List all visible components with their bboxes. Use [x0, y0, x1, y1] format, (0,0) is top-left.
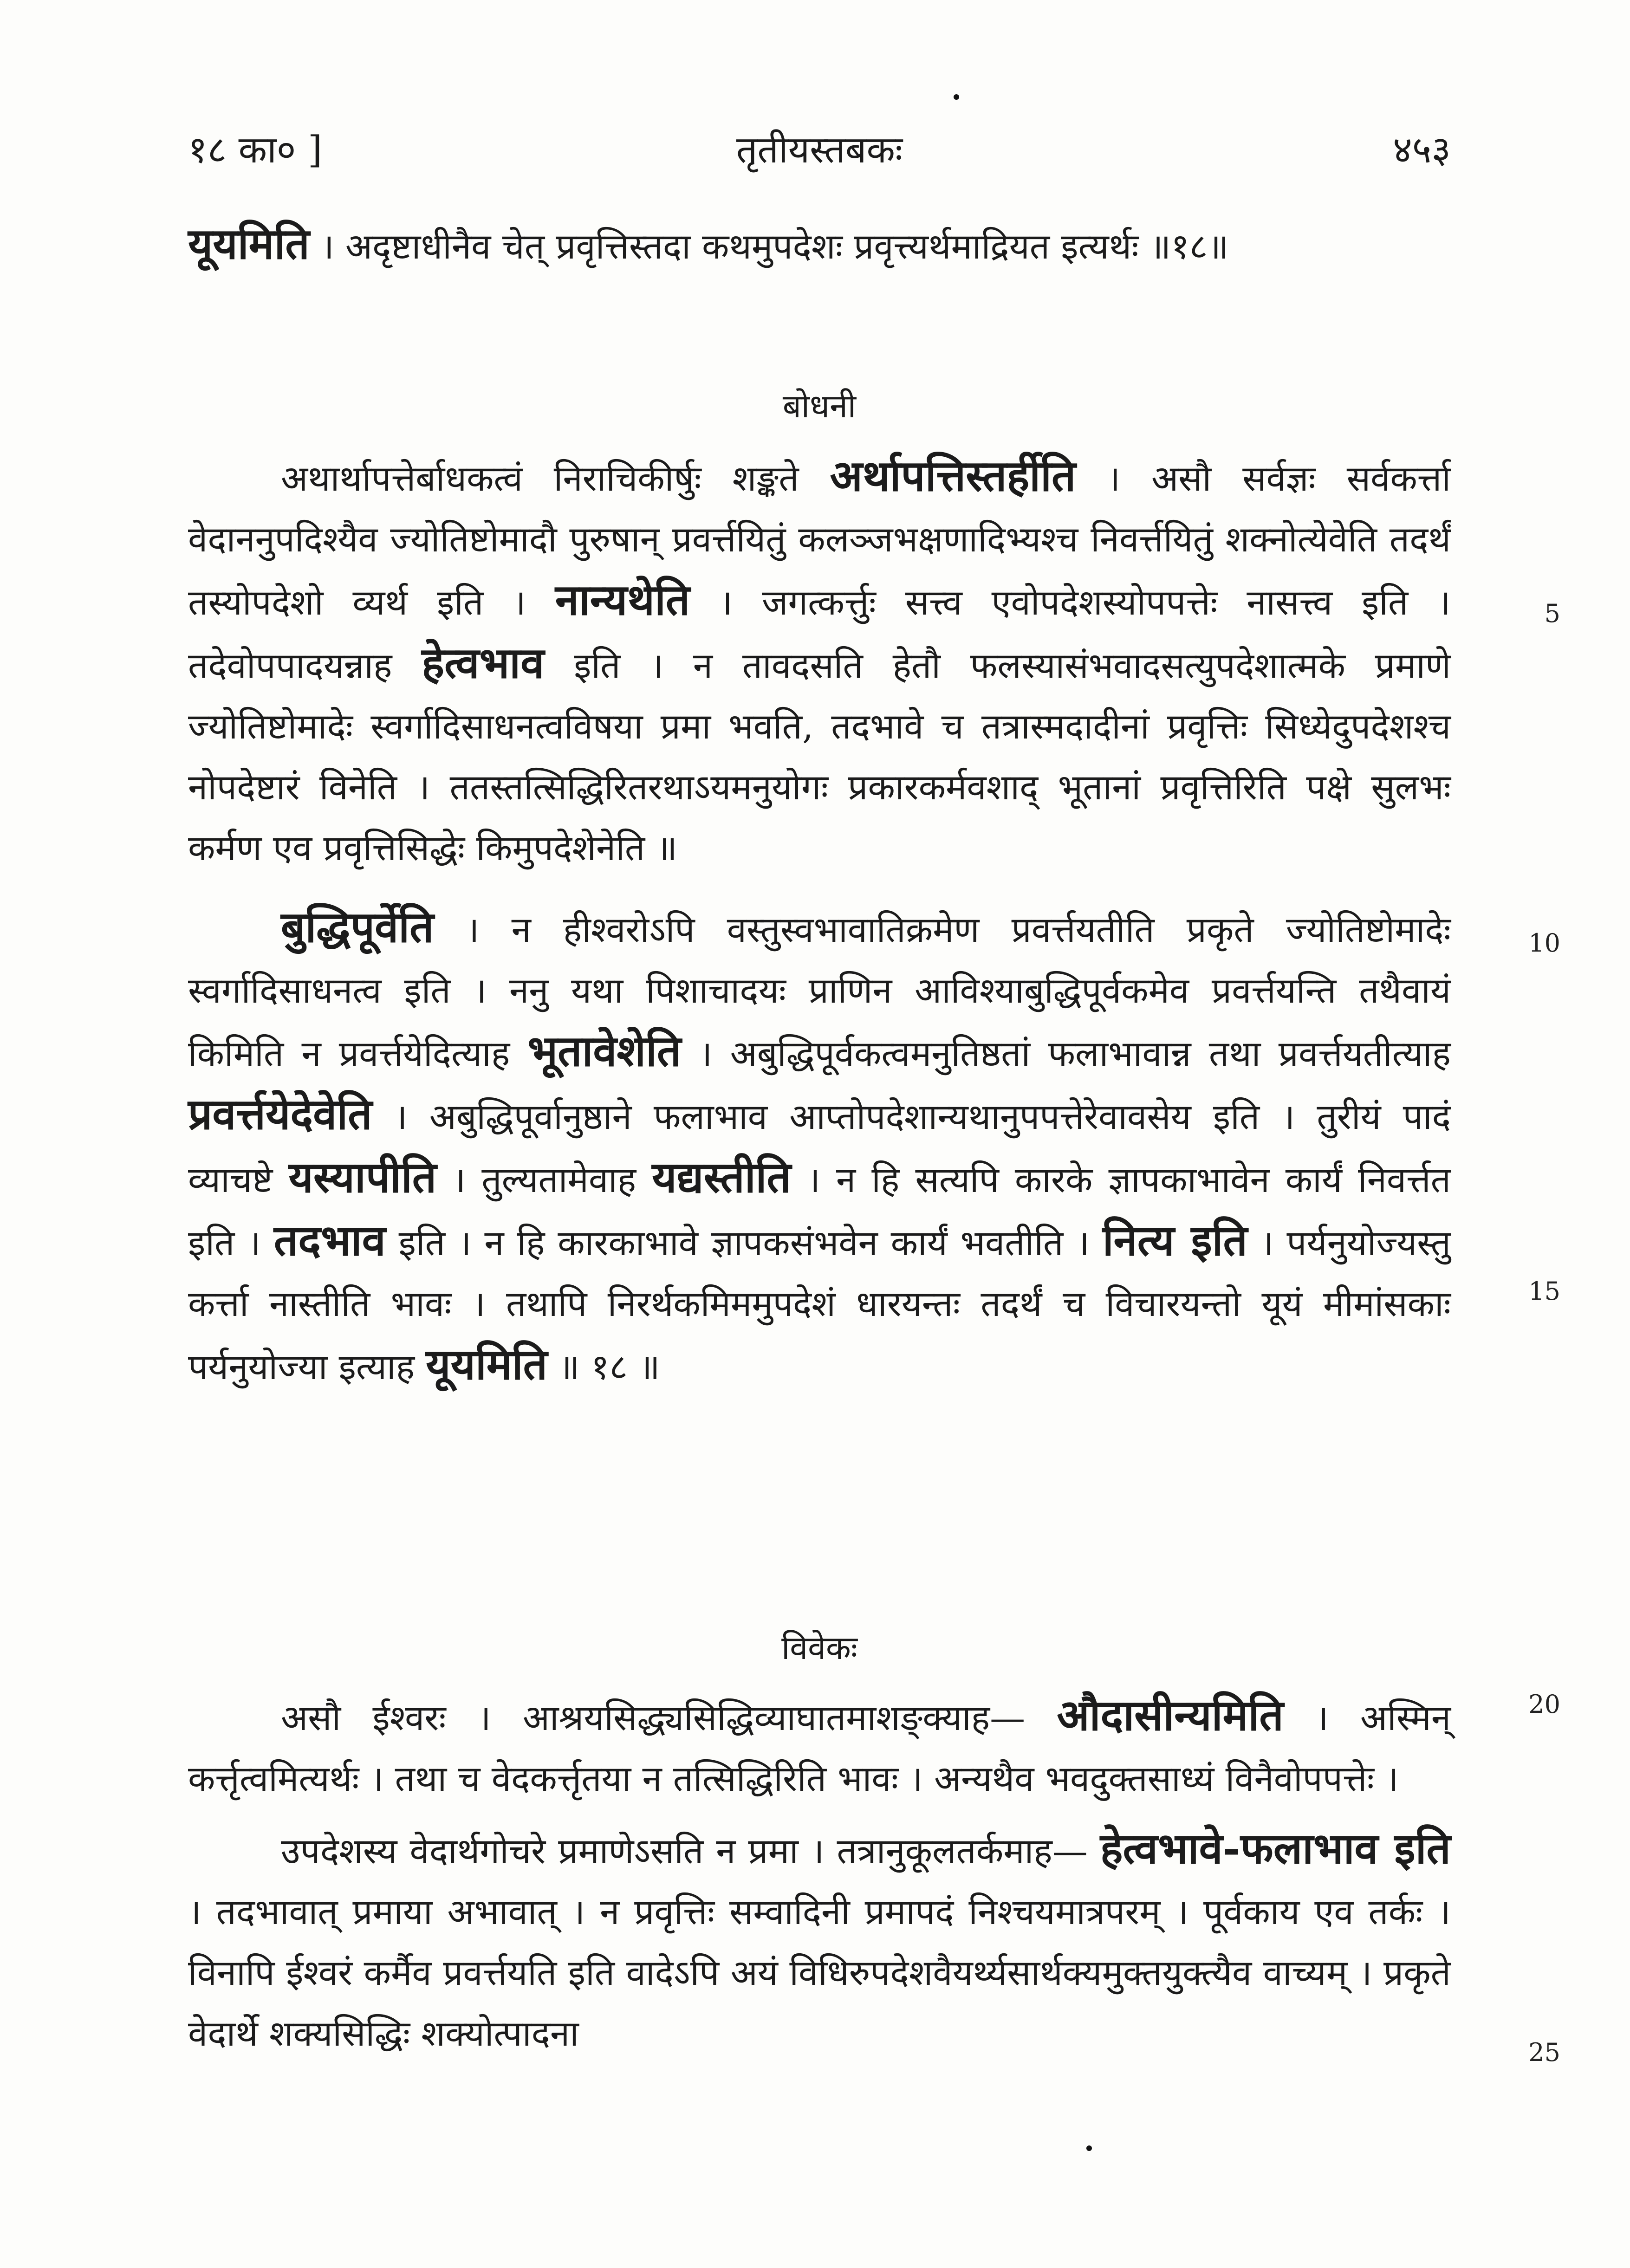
body-text: । असौ सर्वज्ञः सर्वकर्त्ता वेदाननुपदिश्यैव ज्योतिष्टोमादौ पुरुषान् प्रवर्त्तयितुं कलञ्जभक्षणादिभ्यश्च निवर्त्तयितुं शक्नोत्येवेति तदर्थं तस्योपदेशो व्यर्थ इति ।: [188, 458, 1451, 623]
section-ref: १८ का० ]: [188, 128, 323, 171]
section-heading: विवेकः: [781, 1629, 857, 1667]
body-text: । अदृष्टाधीनैव चेत् प्रवृत्तिस्तदा कथमुपदेशः प्रवृत्त्यर्थमाद्रियत इत्यर्थः ॥१८॥: [321, 226, 1229, 267]
commentary-paragraph: [188, 446, 1451, 878]
keyword: हेत्वभाव: [422, 638, 545, 688]
body-text: । अस्मिन् कर्त्तृत्वमित्यर्थः । तथा च वेदकर्त्तृतया न तत्सिद्धिरिति भावः । अन्यथैव भवदुक्तसाध्यं विनैवोपपत्तेः ।: [188, 1697, 1451, 1799]
body-text: । न हीश्वरोऽपि वस्तुस्वभावातिक्रमेण प्रवर्त्तयतीति प्रकृते ज्योतिष्टोमादेः स्वर्गादिसाधनत्व इति । ननु यथा पिशाचादयः प्राणिन आविश्याबुद्धिपूर्वकमेव प्रवर्त्तयन्ति तथैवायं किमिति न प्रवर्त्तयेदित्याह: [188, 909, 1451, 1074]
body-text: । अबुद्धिपूर्वकत्वमनुतिष्ठतां फलाभावान्न तथा प्रवर्त्तयतीत्याह: [699, 1033, 1451, 1074]
print-speck: [1086, 2145, 1092, 2151]
body-text: । तदभावात् प्रमाया अभावात् । न प्रवृत्तिः सम्वादिनी प्रमापदं निश्चयमात्रपरम् । पूर्वकाय एव तर्कः । विनापि ईश्वरं कर्मैव प्रवर्त्तयति इति वादेऽपि अयं विधिरुपदेशवैयर्थ्यसार्थक्यमुक्तयुक्त्यैव वाच्यम् । प्रकृते वेदार्थे शक्यसिद्धिः शक्योत्पादना: [188, 1891, 1451, 2054]
commentary-paragraph: [188, 1685, 1451, 1809]
keyword: नान्यथेति: [555, 575, 690, 625]
keyword: यूयमिति: [426, 1339, 548, 1389]
intro-paragraph: [188, 214, 1451, 277]
body-text: । पर्यनुयोज्यस्तु कर्त्ता नास्तीति भावः । तथापि निरर्थकमिममुपदेशं धारयन्तः तदर्थं च विचारयन्तो यूयं मीमांसकाः पर्यनुयोज्या इत्याह: [188, 1222, 1451, 1387]
keyword: नित्य इति: [1102, 1215, 1247, 1265]
keyword: अर्थापत्तिस्तर्हीति: [830, 451, 1076, 501]
body-text: । जगत्कर्त्तुः सत्त्व एवोपदेशस्योपपत्तेः नासत्त्व इति । तदेवोपपादयन्नाह: [188, 582, 1451, 686]
line-number: 5: [1544, 599, 1560, 628]
print-speck: [954, 94, 959, 100]
body-text: अथार्थापत्तेर्बाधकत्वं निराचिकीर्षुः शङ्कते: [281, 458, 799, 499]
keyword: प्रवर्त्तयेदेवेति: [188, 1089, 372, 1139]
keyword: हेत्वभावे-फलाभाव इति: [1100, 1823, 1451, 1873]
line-number: 20: [1528, 1690, 1560, 1719]
body-text: उपदेशस्य वेदार्थगोचरे प्रमाणेऽसति न प्रमा । तत्रानुकूलतर्कमाह—: [281, 1830, 1088, 1872]
body-text: इति । न तावदसति हेतौ फलस्यासंभवादसत्युपदेशात्मके प्रमाणे ज्योतिष्टोमादेः स्वर्गादिसाधनत्वविषया प्रमा भवति, तदभावे च तत्रास्मदादीनां प्रवृत्तिः सिध्येदुपदेशश्च नोपदेष्टारं विनेति । ततस्तत्सिद्धिरितरथाऽयमनुयोगः प्रकारकर्मवशाद् भूतानां प्रवृत्तिरिति पक्षे सुलभः कर्मण एव प्रवृत्तिसिद्धेः किमुपदेशेनेति ॥: [188, 645, 1451, 868]
keyword: तदभाव: [273, 1215, 386, 1265]
commentary-paragraph: [188, 1818, 1451, 2064]
body-text: असौ ईश्वरः । आश्रयसिद्ध्यसिद्धिव्याघातमाशङ्क्याह—: [281, 1697, 1026, 1738]
bodhani-section: [188, 378, 1451, 1397]
keyword: यूयमिति: [188, 219, 310, 269]
keyword: औदासीन्यमिति: [1057, 1690, 1284, 1740]
line-number: 10: [1528, 928, 1560, 958]
keyword: यस्यापीति: [288, 1152, 437, 1202]
keyword: बुद्धिपूर्वेति: [281, 902, 434, 952]
keyword: भूतावेशेति: [527, 1026, 682, 1076]
commentary-paragraph: [188, 897, 1451, 1397]
body-text: । अबुद्धिपूर्वानुष्ठाने फलाभाव आप्तोपदेशान्यथानुपपत्तेरेवावसेय इति । तुरीयं पादं व्याचष्टे: [188, 1096, 1451, 1200]
section-heading: बोधनी: [782, 387, 857, 425]
line-number: 15: [1528, 1277, 1560, 1306]
body-text: । तुल्यतामेवाह: [452, 1159, 636, 1200]
keyword: यद्यस्तीति: [652, 1152, 791, 1202]
running-head: [188, 123, 1451, 174]
line-number: 25: [1528, 2038, 1560, 2067]
body-text: इति । न हि कारकाभावे ज्ञापकसंभवेन कार्यं भवतीति ।: [398, 1222, 1090, 1264]
body-text: ॥ १८ ॥: [558, 1346, 660, 1387]
chapter-title: तृतीयस्तबकः: [736, 128, 903, 171]
body-text: । न हि सत्यपि कारके ज्ञापकाभावेन कार्यं निवर्त्तत इति ।: [188, 1159, 1451, 1264]
page-number: ४५३: [1393, 128, 1451, 171]
viveka-section: [188, 1620, 1451, 2064]
